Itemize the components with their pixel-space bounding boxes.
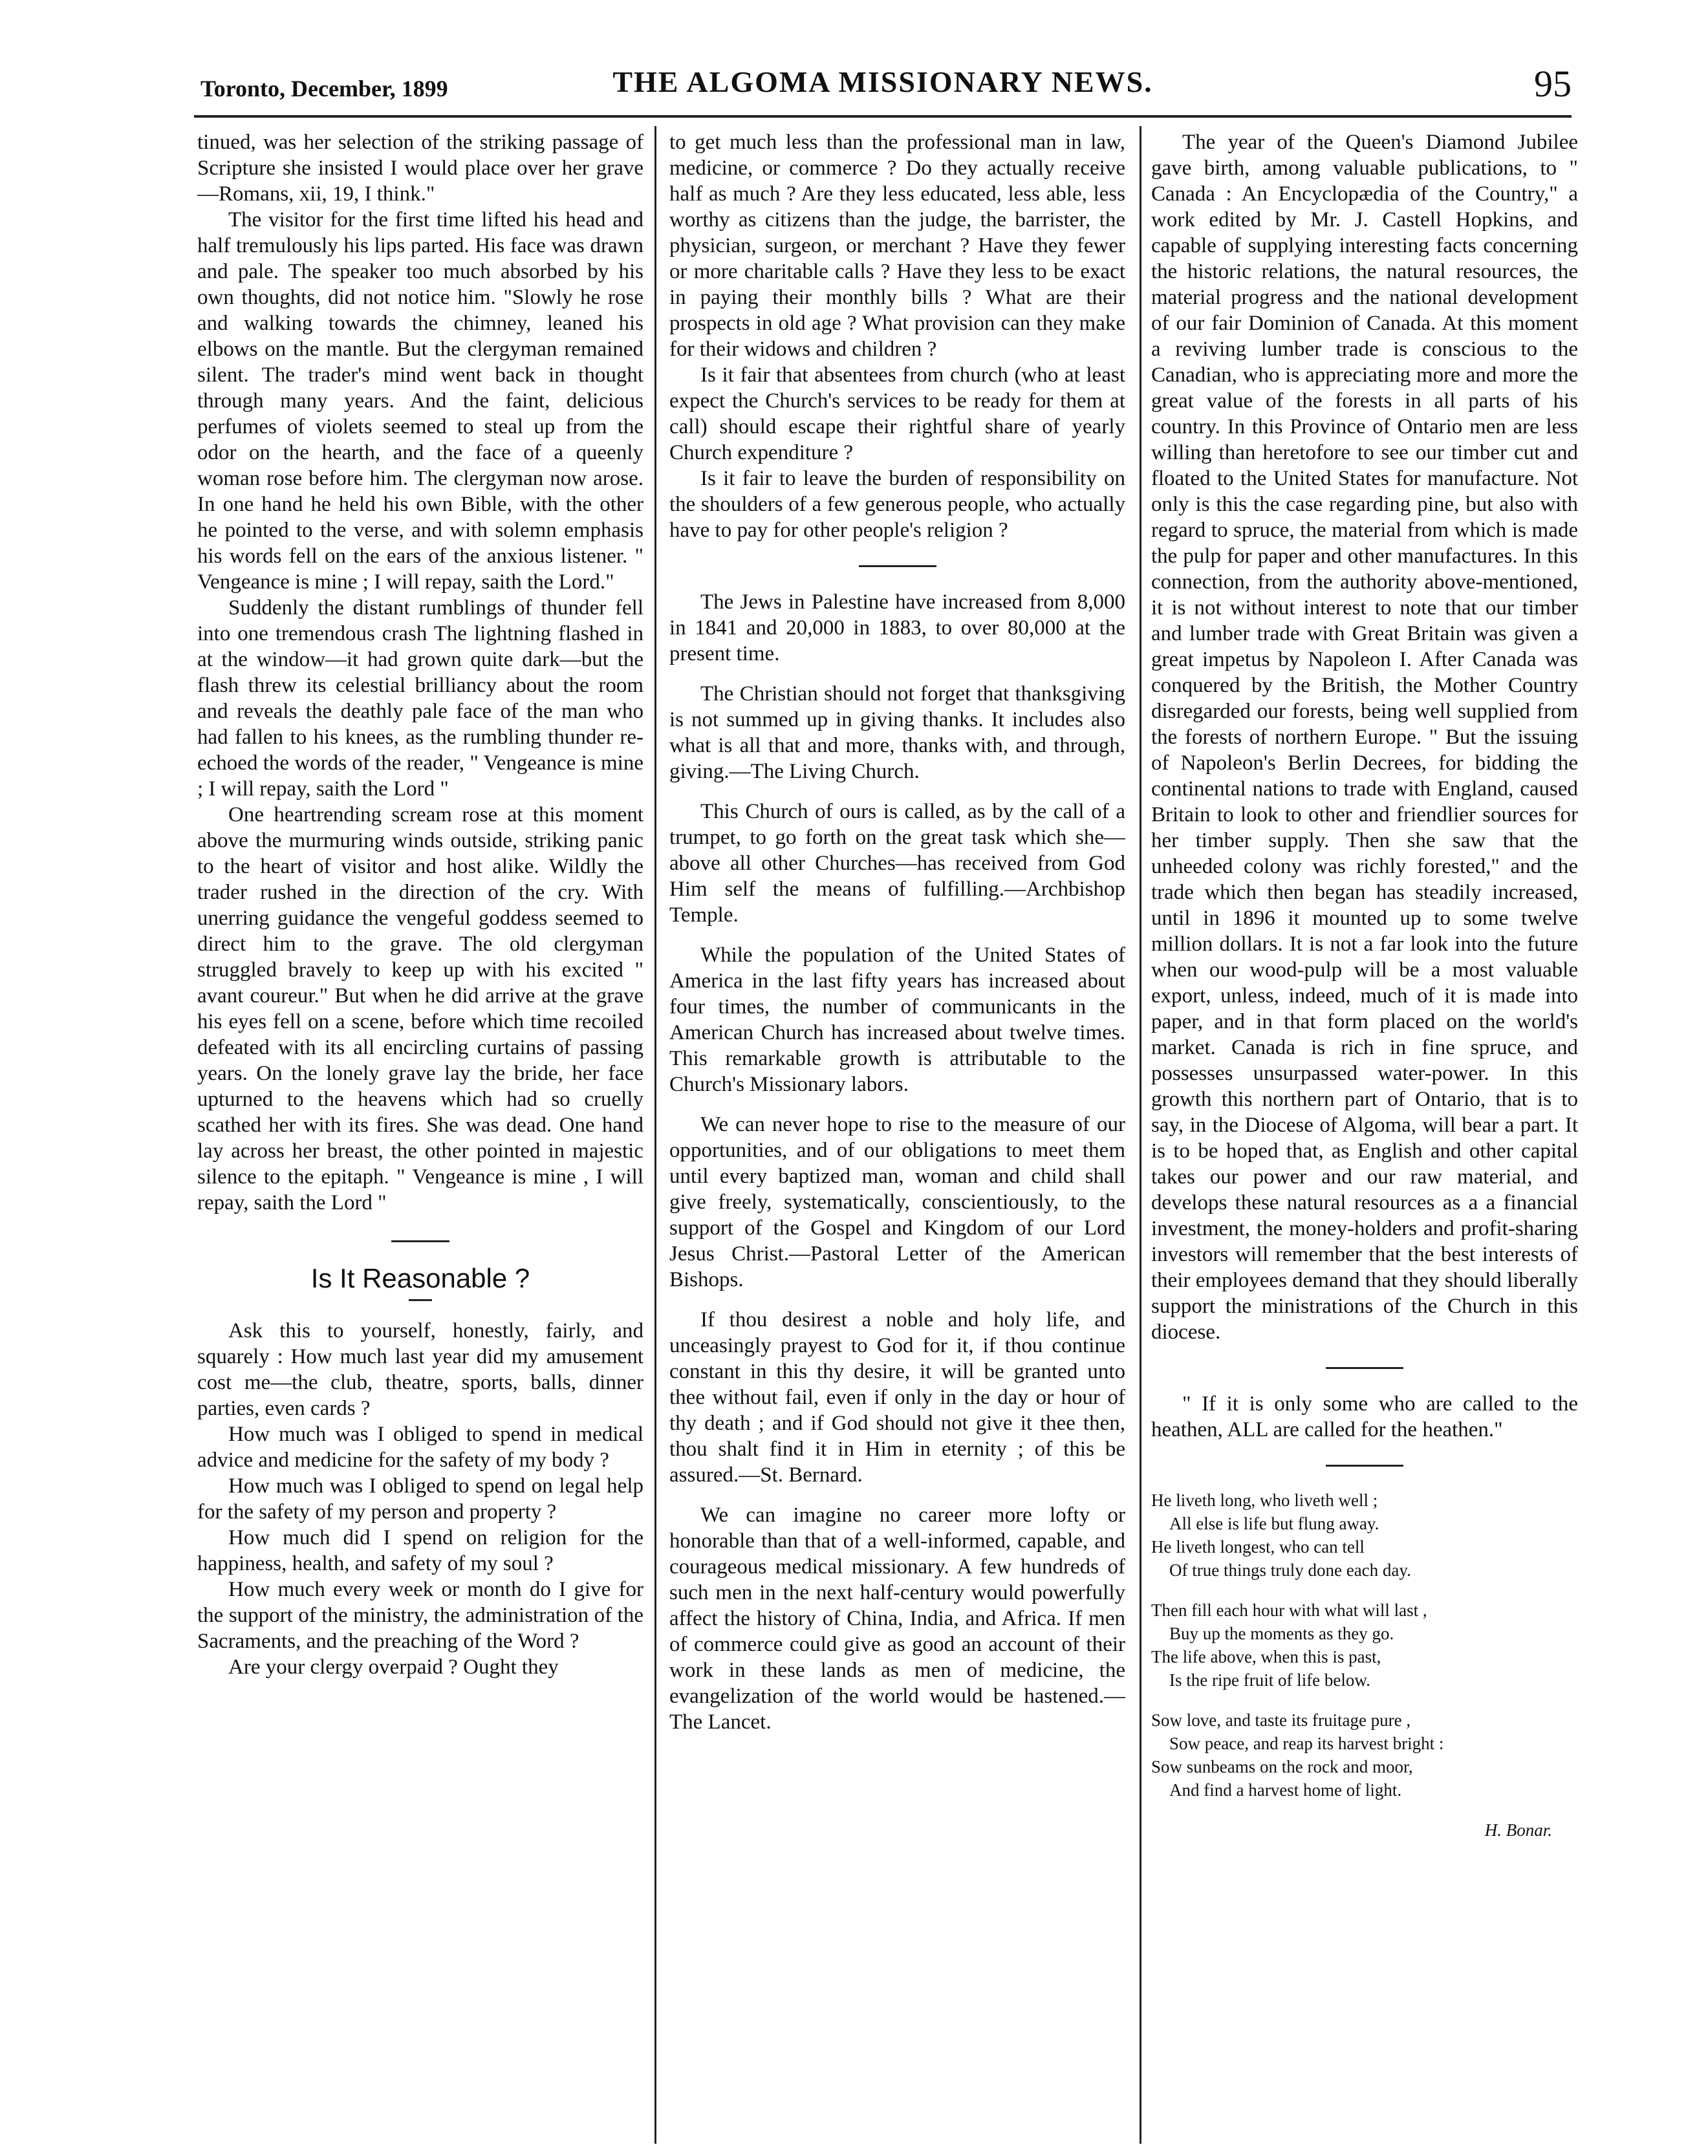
poem-line: The life above, when this is past, (1151, 1647, 1381, 1666)
poem-line: He liveth long, who liveth well ; (1151, 1491, 1378, 1510)
section-separator (391, 1240, 449, 1242)
column-2 (669, 129, 1125, 1735)
header-rule (194, 115, 1572, 118)
column-1 (197, 129, 643, 1680)
poem-line: Of true things truly done each day. (1169, 1560, 1411, 1580)
story-continuation: tinued, was her selection of the striking passage of Scripture she insisted I would place over her grave—Romans, xii, 19, I think." (197, 131, 643, 206)
poem-stanza (1151, 1709, 1578, 1802)
article-paragraph: Is it fair to leave the burden of responsibility on the shoulders of a few generous people, who actually have to pay for other people's religion ? (669, 467, 1125, 542)
section-paragraph: How much was I obliged to spend on legal help for the safety of my person and property ? (197, 1474, 643, 1524)
poem-author: H. Bonar. (1484, 1820, 1552, 1840)
section-paragraph: Are your clergy overpaid ? Ought they (228, 1655, 559, 1679)
news-item: While the population of the United States of America in the last fifty years has increased about four times, the number of communicants in the American Church has increased about twelve times. This remarkable growth is attributable to the Church's Missionary labors. (669, 943, 1125, 1096)
story-paragraph: Suddenly the distant rumblings of thunder fell into one tremendous crash The lightning flashed in at the window—it had grown quite dark—but the flash threw its celestial brilliancy about the room and reveals the deathly pale face of the man who had fallen to his knees, as the rumbling thunder re-echoed the words of the reader, " Vengeance is mine ; I will repay, saith the Lord " (197, 596, 643, 801)
story-paragraph: One heartrending scream rose at this moment above the murmuring winds outside, striking panic to the heart of visitor and host alike. Wildly the trader rushed in the direction of the cry. With unerring guidance the vengeful goddess seemed to direct him to the grave. The old clergyman struggled bravely to keep up with his excited " avant coureur." But when he did arrive at the grave his eyes fell on a scene, before which time recoiled defeated with its all encircling curtains of passing years. On the lonely grave lay the bride, her face upturned to the heavens which had so cruelly scathed her with its fires. She was dead. One hand lay across her breast, the other pointed in majestic silence to the epitaph. " Vengeance is mine , I will repay, saith the Lord " (197, 803, 643, 1214)
news-item: We can never hope to rise to the measure of our opportunities, and of our obligations to meet them until every baptized man, woman and child shall give freely, systematically, conscientiously, to the support of the Gospel and Kingdom of our Lord Jesus Christ.—Pastoral Letter of the American Bishops. (669, 1113, 1125, 1291)
poem-line: Is the ripe fruit of life below. (1169, 1670, 1370, 1690)
section-separator (1326, 1465, 1403, 1467)
poem-line: All else is life but flung away. (1169, 1514, 1379, 1533)
column-divider-right (1140, 126, 1141, 2144)
poem-line: Sow love, and taste its fruitage pure , (1151, 1710, 1411, 1730)
section-separator (1326, 1367, 1403, 1369)
article-continuation: to get much less than the professional man in law, medicine, or commerce ? Do they actually receive half as much ? Are they less educated, less able, less worthy as citizens than the judge, the barrister, the physician, surgeon, or merchant ? Have they fewer or more charitable calls ? Have they less to be exact in paying their monthly bills ? What are their prospects in old age ? What provision can they make for their widows and children ? (669, 131, 1125, 361)
poem-stanza (1151, 1599, 1578, 1692)
poem-line: Sow sunbeams on the rock and moor, (1151, 1757, 1413, 1776)
section-paragraph: How much was I obliged to spend in medical advice and medicine for the safety of my body ? (197, 1423, 643, 1472)
story-paragraph: The visitor for the first time lifted his head and half tremulously his lips parted. His face was drawn and pale. The speaker too much absorbed by his own thoughts, did not notice him. "Slowly he rose and walking towards the chimney, leaned his elbows on the mantle. But the clergyman remained silent. The trader's mind went back in thought through many years. And the faint, delicious perfumes of violets seemed to steal up from the odor on the hearth, and the face of a queenly woman rose before him. The clergyman now arose. In one hand he held his own Bible, with the other he pointed to the verse, and with solemn emphasis his words fell on the ears of the anxious listener. " Vengeance is mine ; I will repay, saith the Lord." (197, 208, 643, 594)
section-separator (859, 565, 936, 567)
article-paragraph: Is it fair that absentees from church (who at least expect the Church's services to be ready for them at call) should escape their rightful share of yearly Church expenditure ? (669, 363, 1125, 464)
section-paragraph: How much did I spend on religion for the happiness, health, and safety of my soul ? (197, 1526, 643, 1575)
editorial-paragraph: The year of the Queen's Diamond Jubilee gave birth, among valuable publications, to " Canada : An Encyclopædia of the Country," a work edited by Mr. J. Castell Hopkins, and capable of supplying interesting facts concerning the historic relations, the natural resources, the material progress and the national development of our fair Dominion of Canada. At this moment a reviving lumber trade is conscious to the Canadian, who is appreciating more and more the great value of the forests in all parts of his country. In this Province of Ontario men are less willing than heretofore to see our timber cut and floated to the United States for manufacture. Not only is this the case regarding pine, but also with regard to spruce, the material from which is made the pulp for paper and other manufactures. In this connection, from the authority above-mentioned, it is not without interest to note that our timber and lumber trade with Great Britain was given a great impetus by Napoleon I. After Canada was conquered by the British, the Mother Country disregarded our forests, being well supplied from the forests of northern Europe. " But the issuing of Napoleon's Berlin Decrees, for bidding the continental nations to trade with England, caused Britain to look to other and friendlier sources for her timber supply. Then she saw that the unheeded colony was richly forested," and the trade which then began has steadily increased, until in 1896 it mounted up to some twelve million dollars. It is not a far look into the future when our wood-pulp will be a most valuable export, unless, indeed, much of it is made into paper, and in that form placed on the world's market. Canada is rich in fine spruce, and possesses unsurpassed water-power. In this growth this northern part of Ontario, that is to say, in the Diocese of Algoma, will bear a part. It is to be hoped that, as English and other capital takes our power and our raw material, and develops these natural resources as a a financial investment, the money-holders and profit-sharing investors will remember that the best interests of their employees demand that they should liberally support the ministrations of the Church in this diocese. (1151, 131, 1578, 1344)
poem-line: Sow peace, and reap its harvest bright : (1169, 1734, 1444, 1753)
section-heading: Is It Reasonable ? (310, 1263, 530, 1293)
page-header (194, 50, 1572, 109)
poem-line: Then fill each hour with what will last , (1151, 1601, 1427, 1620)
poem-line: Buy up the moments as they go. (1169, 1624, 1394, 1643)
publication-title: THE ALGOMA MISSIONARY NEWS. (612, 65, 1153, 98)
quote-item: " If it is only some who are called to the heathen, ALL are called for the heathen." (1151, 1392, 1578, 1441)
poem-line: And find a harvest home of light. (1169, 1780, 1402, 1800)
column-divider-left (654, 126, 656, 2144)
poem (1151, 1489, 1578, 1842)
section-paragraph: How much every week or month do I give for the support of the ministry, the administration of the Sacraments, and the preaching of the Word ? (197, 1578, 643, 1653)
news-item: If thou desirest a noble and holy life, and unceasingly prayest to God for it, if thou continue constant in this thy desire, it will be granted unto thee without fail, even if only in the day or hour of thy death ; and if God should not give it thee then, thou shalt find it in Him in eternity ; of this be assured.—St. Bernard. (669, 1308, 1125, 1487)
news-item: The Jews in Palestine have increased from 8,000 in 1841 and 20,000 in 1883, to over 80,000 at the present time. (669, 590, 1125, 665)
heading-dash (409, 1299, 432, 1301)
news-item: The Christian should not forget that thanksgiving is not summed up in giving thanks. It includes also what is all that and more, thanks with, and through, giving.—The Living Church. (669, 682, 1125, 783)
column-3 (1151, 129, 1578, 1842)
news-item: This Church of ours is called, as by the call of a trumpet, to go forth on the great task which she—above all other Churches—has received from God Him self the means of fulfilling.—Archbishop Temple. (669, 800, 1125, 927)
poem-stanza (1151, 1489, 1578, 1582)
page-number: 95 (1534, 63, 1572, 105)
header-location-date: Toronto, December, 1899 (200, 76, 448, 102)
news-item: We can imagine no career more lofty or honorable than that of a well-informed, capable, and courageous medical missionary. A few hundreds of such men in the next half-century would powerfully affect the history of China, India, and Africa. If men of commerce could give as good an account of their work in these lands as men of medicine, the evangelization of the world would be hastened.—The Lancet. (669, 1504, 1125, 1734)
section-paragraph: Ask this to yourself, honestly, fairly, and squarely : How much last year did my amusement cost me—the club, theatre, sports, balls, dinner parties, even cards ? (197, 1319, 643, 1420)
poem-line: He liveth longest, who can tell (1151, 1537, 1365, 1557)
